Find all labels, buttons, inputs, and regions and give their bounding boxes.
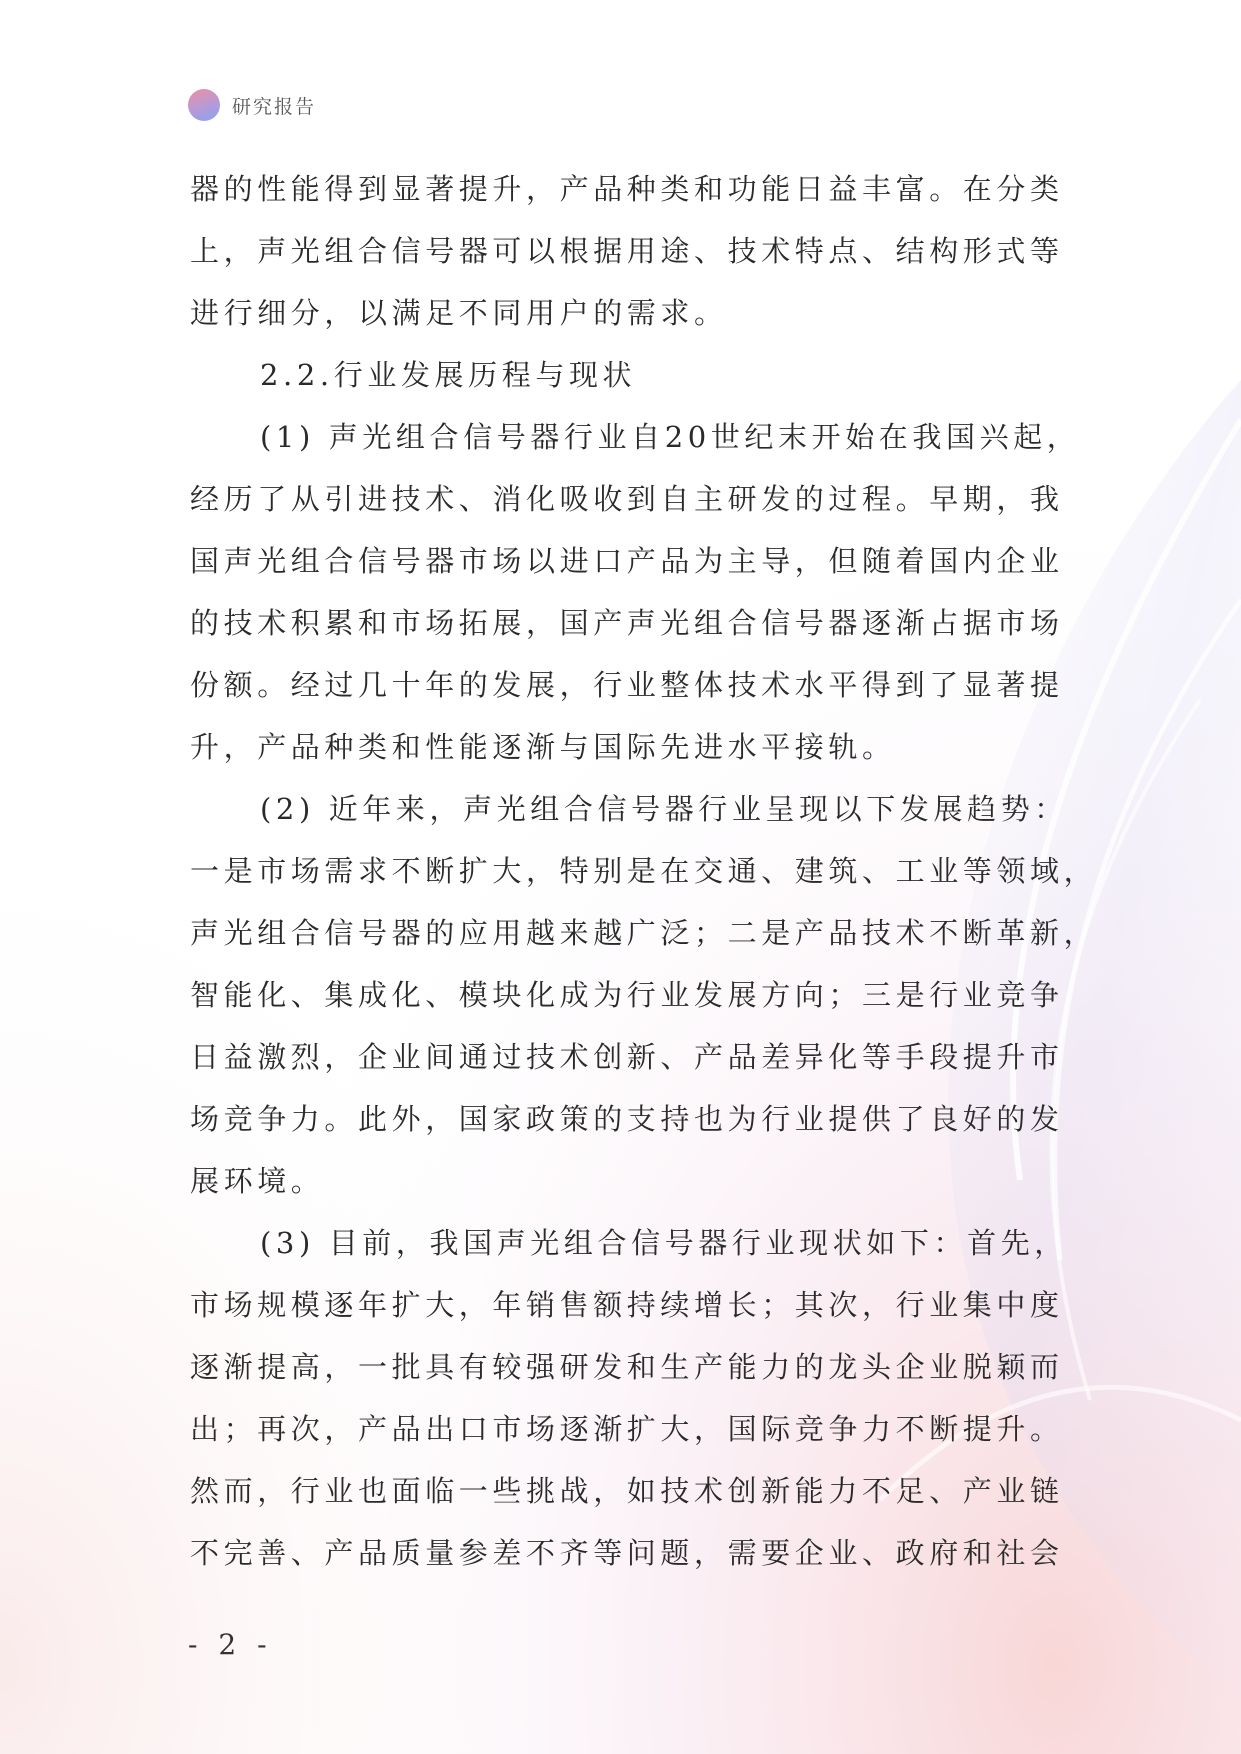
text-line: 升，产品种类和性能逐渐与国际先进水平接轨。: [190, 730, 896, 764]
text-line: 的技术积累和市场拓展，国产声光组合信号器逐渐占据市场: [190, 606, 1064, 640]
text-line: 展环境。: [190, 1164, 325, 1198]
text-line: 智能化、集成化、模块化成为行业发展方向；三是行业竞争: [190, 978, 1064, 1012]
text-line: 份额。经过几十年的发展，行业整体技术水平得到了显著提: [190, 668, 1064, 702]
text-line: 器的性能得到显著提升，产品种类和功能日益丰富。在分类: [190, 172, 1064, 206]
text-line: 进行细分，以满足不同用户的需求。: [190, 296, 728, 330]
text-line: 然而，行业也面临一些挑战，如技术创新能力不足、产业链: [190, 1474, 1064, 1508]
text-line: 声光组合信号器的应用越来越广泛；二是产品技术不断革新，: [190, 916, 1098, 950]
text-line: 出；再次，产品出口市场逐渐扩大，国际竞争力不断提升。: [190, 1412, 1064, 1446]
text-line: 上，声光组合信号器可以根据用途、技术特点、结构形式等: [190, 234, 1064, 268]
text-line: 一是市场需求不断扩大，特别是在交通、建筑、工业等领域，: [190, 854, 1098, 888]
text-line: (1) 声光组合信号器行业自20世纪末开始在我国兴起，: [260, 420, 1081, 454]
body-text: [190, 158, 1098, 1584]
text-line: (3) 目前，我国声光组合信号器行业现状如下：首先，: [260, 1226, 1068, 1260]
text-line: 逐渐提高，一批具有较强研发和生产能力的龙头企业脱颖而: [190, 1350, 1064, 1384]
logo-icon: [188, 89, 220, 121]
text-line: 场竞争力。此外，国家政策的支持也为行业提供了良好的发: [190, 1102, 1064, 1136]
report-header: [188, 88, 316, 122]
text-line: 不完善、产品质量参差不齐等问题，需要企业、政府和社会: [190, 1536, 1064, 1570]
text-line: 经历了从引进技术、消化吸收到自主研发的过程。早期，我: [190, 482, 1064, 516]
section-heading: 2.2.行业发展历程与现状: [260, 358, 637, 392]
text-line: 日益激烈，企业间通过技术创新、产品差异化等手段提升市: [190, 1040, 1064, 1074]
text-line: (2) 近年来，声光组合信号器行业呈现以下发展趋势：: [260, 792, 1068, 826]
header-title: 研究报告: [232, 95, 317, 118]
text-line: 市场规模逐年扩大，年销售额持续增长；其次，行业集中度: [190, 1288, 1064, 1322]
page-number: - 2 -: [188, 1628, 273, 1661]
text-line: 国声光组合信号器市场以进口产品为主导，但随着国内企业: [190, 544, 1064, 578]
